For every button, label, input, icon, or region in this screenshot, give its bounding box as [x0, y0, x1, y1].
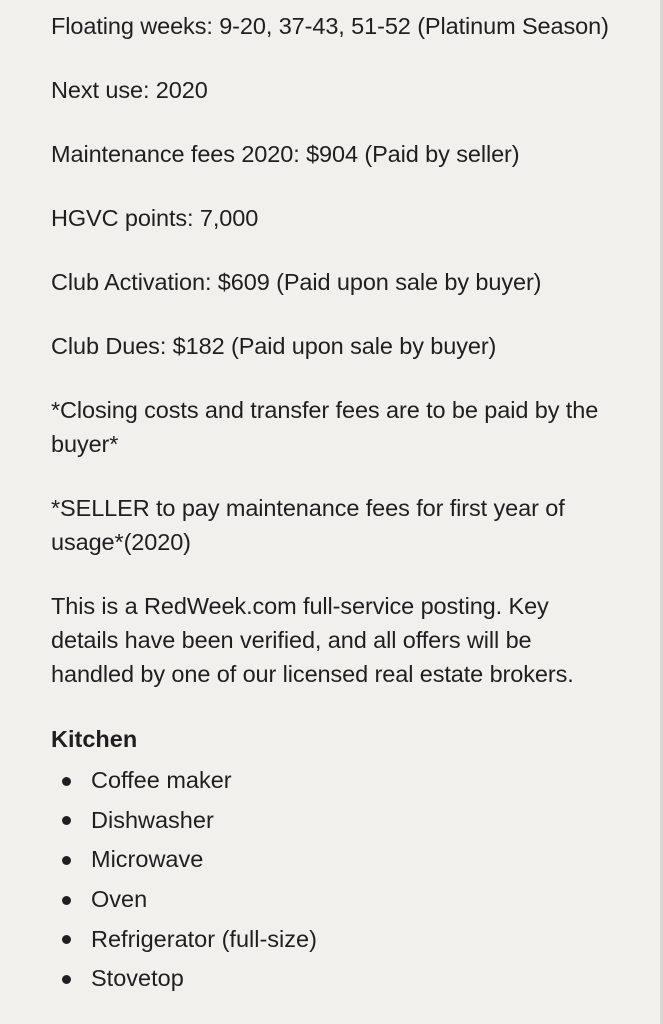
bullet-icon	[62, 896, 71, 905]
list-item	[51, 959, 611, 999]
amenity-label: Dishwasher	[91, 806, 214, 833]
bullet-icon	[62, 856, 71, 865]
amenity-label: Coffee maker	[91, 767, 232, 793]
listing-details	[51, 9, 611, 999]
list-item	[51, 880, 611, 920]
club-dues-text: Club Dues: $182 (Paid upon sale by buyer)	[51, 333, 497, 359]
list-item	[51, 840, 611, 880]
bullet-icon	[62, 975, 71, 984]
bullet-icon	[62, 777, 71, 786]
amenity-label: Oven	[91, 886, 148, 913]
list-item	[51, 920, 611, 960]
next-use-text: Next use: 2020	[51, 77, 208, 103]
maintenance-fees-text: Maintenance fees 2020: $904 (Paid by seller)	[51, 141, 520, 167]
bullet-icon	[62, 816, 71, 825]
amenity-label: Refrigerator (full-size)	[91, 925, 317, 952]
amenity-label: Microwave	[91, 846, 204, 873]
closing-costs-note: *Closing costs and transfer fees are to be paid by the buyer*	[51, 397, 599, 457]
seller-fees-note: *SELLER to pay maintenance fees for first year of usage*(2020)	[51, 495, 565, 555]
bullet-icon	[62, 935, 71, 944]
list-item	[51, 801, 611, 841]
amenity-label: Stovetop	[91, 965, 184, 992]
hgvc-points-text: HGVC points: 7,000	[51, 205, 259, 231]
redweek-posting-note: This is a RedWeek.com full-service posting. Key details have been verified, and all offers will be handled by one of our licensed real estate brokers.	[51, 593, 574, 687]
floating-weeks-text: Floating weeks: 9-20, 37-43, 51-52 (Platinum Season)	[51, 13, 609, 39]
club-activation-text: Club Activation: $609 (Paid upon sale by buyer)	[51, 269, 542, 295]
kitchen-heading: Kitchen	[51, 726, 138, 752]
list-item	[51, 761, 611, 801]
kitchen-amenities-list	[51, 761, 611, 999]
